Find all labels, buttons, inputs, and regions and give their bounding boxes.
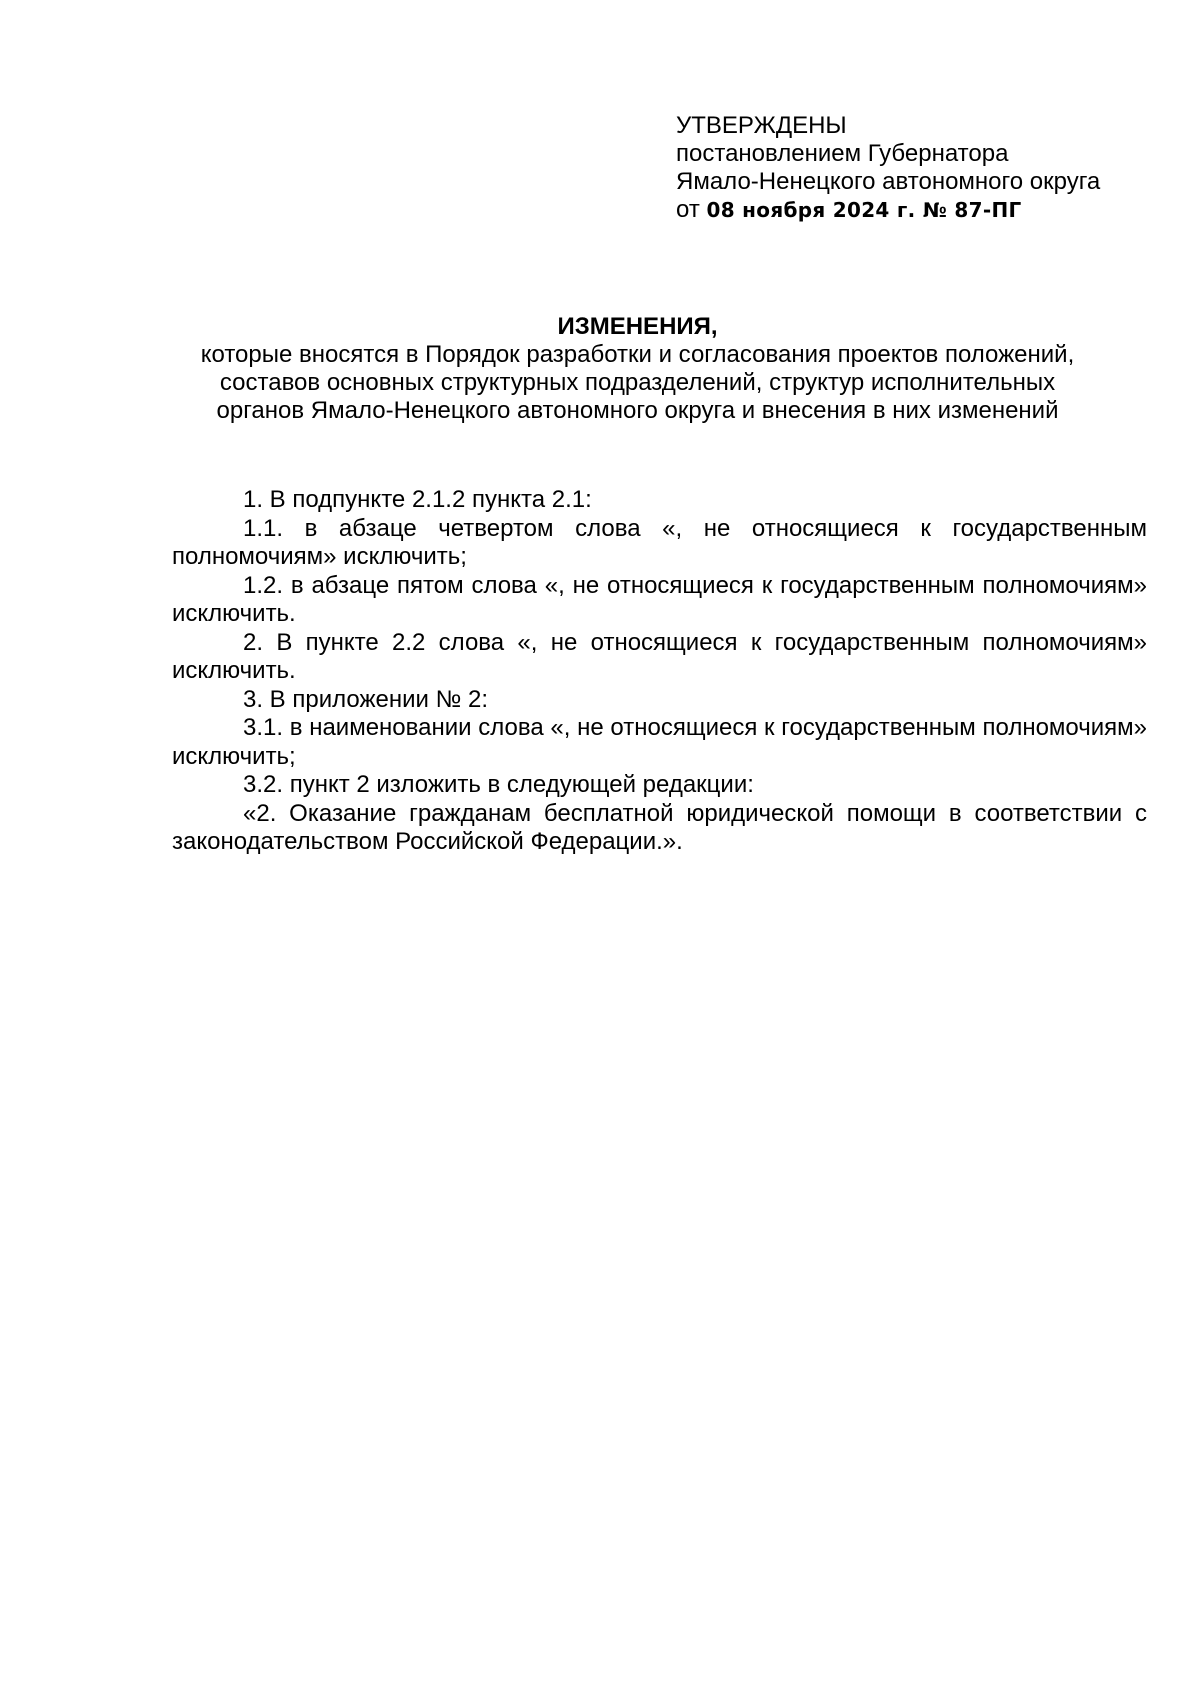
date-and-number: 08 ноября 2024 г. № 87-ПГ xyxy=(706,198,1022,222)
document-body xyxy=(172,486,1147,857)
item-3-2-new-text: «2. Оказание гражданам бесплатной юридической помощи в соответствии с законодательством Российской Федерации.». xyxy=(172,799,1147,855)
approval-block xyxy=(676,112,1176,224)
item-3-2: 3.2. пункт 2 изложить в следующей редакции: xyxy=(243,771,754,798)
document-subtitle-line-1: которые вносятся в Порядок разработки и согласования проектов положений, xyxy=(200,341,1075,368)
item-1-2: 1.2. в абзаце пятом слова «, не относящиеся к государственным полномочиям» исключить. xyxy=(172,571,1147,627)
approved-label: УТВЕРЖДЕНЫ xyxy=(676,112,847,139)
date-prefix: от xyxy=(676,196,700,223)
document-subtitle-line-3: органов Ямало-Ненецкого автономного округа и внесения в них изменений xyxy=(216,397,1059,424)
document-title-block xyxy=(150,313,1125,425)
item-1-1: 1.1. в абзаце четвертом слова «, не относящиеся к государственным полномочиям» исключить; xyxy=(172,514,1147,570)
item-1: 1. В подпункте 2.1.2 пункта 2.1: xyxy=(243,486,592,513)
document-subtitle-line-2: составов основных структурных подразделений, структур исполнительных xyxy=(219,369,1056,396)
item-3-1: 3.1. в наименовании слова «, не относящиеся к государственным полномочиям» исключить; xyxy=(172,714,1147,770)
date-line xyxy=(676,196,1176,224)
resolution-line: постановлением Губернатора xyxy=(676,140,1009,167)
item-3: 3. В приложении № 2: xyxy=(243,685,489,713)
document-heading: ИЗМЕНЕНИЯ, xyxy=(557,313,718,340)
region-line: Ямало-Ненецкого автономного округа xyxy=(676,168,1101,195)
item-2: 2. В пункте 2.2 слова «, не относящиеся к государственным полномочиям» исключить. xyxy=(172,628,1147,684)
